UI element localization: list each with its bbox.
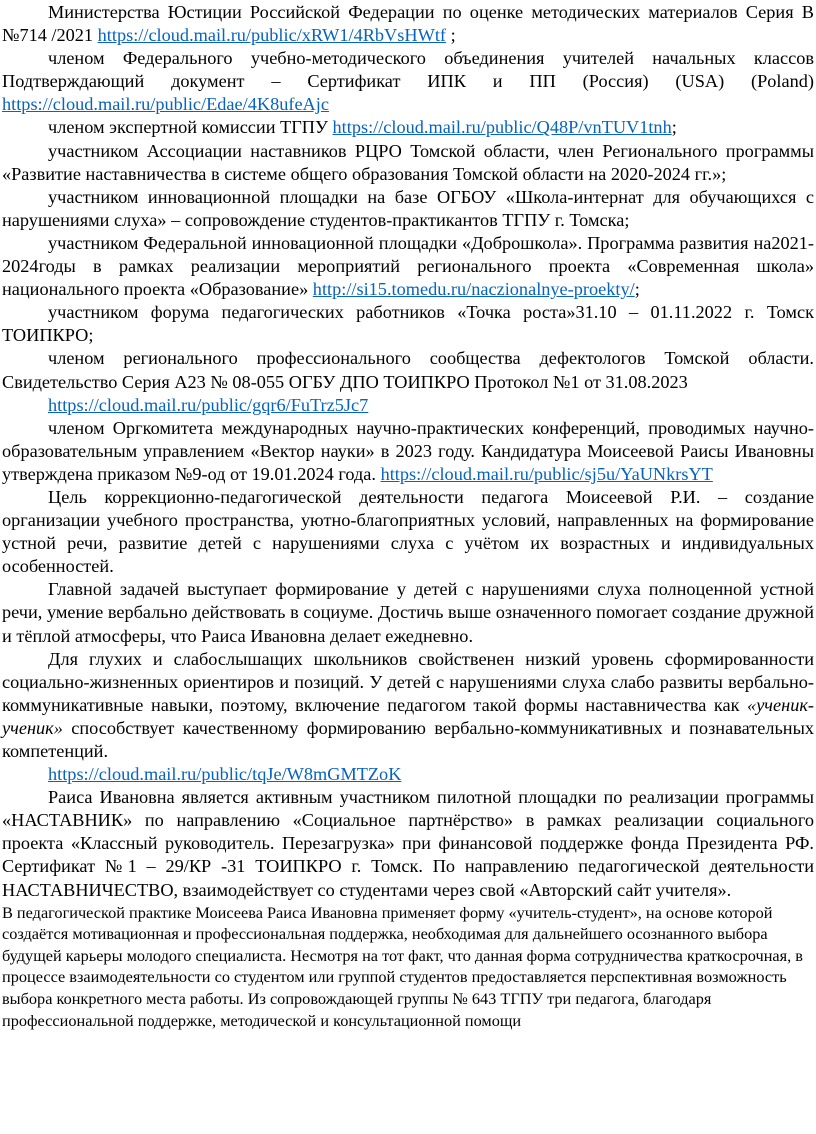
link-cloud-tgpu[interactable]: https://cloud.mail.ru/public/Q48P/vnTUV1tnh: [332, 117, 672, 138]
paragraph-link-line: [2, 763, 814, 786]
paragraph-text: ;: [446, 25, 456, 46]
paragraph-text: ;: [634, 279, 640, 300]
paragraph-mentor-association: участником Ассоциации наставников РЦРО Томской области, член Регионального программы «Развитие наставничества в системе общего образования Томской области на 2020-2024 гг.»;: [2, 140, 814, 184]
paragraph-federal-association: [2, 47, 814, 116]
paragraph-defectologists: членом регионального профессионального сообщества дефектологов Томской области. Свидетельство Серия А23 № 08-055 ОГБУ ДПО ТОИПКРО Протокол №1 от 31.08.2023: [2, 348, 814, 392]
paragraph-innovation-site: участником инновационной площадки на базе ОГБОУ «Школа-интернат для обучающихся с нарушениями слуха» – сопровождение студентов-практикантов ТГПУ г. Томска;: [2, 186, 814, 230]
paragraph-goal: Цель коррекционно-педагогической деятельности педагога Моисеевой Р.И. – создание организации учебного пространства, уютно-благоприятных условий, направленных на формирование устной речи, развитие детей с нарушениями слуха с учётом их возрастных и индивидуальных особенностей.: [2, 486, 814, 577]
paragraph-teacher-student: В педагогической практике Моисеева Раиса Ивановна применяет форму «учитель-студент», на основе которой создаётся мотивационная и профессиональная поддержка, необходимая для дальнейшего осознанного выбора будущей карьеры молодого специалиста. Несмотря на тот факт, что данная форма сотрудничества краткосрочная, в процессе взаимодеятельности со студентом или группой студентов предоставляется перспективная возможность выбора конкретного места работы. Из сопровождающей группы № 643 ТГПУ три педагога, благодаря профессиональной поддержке, методической и консультационной помощи: [2, 902, 803, 1030]
paragraph-org-committee: [2, 417, 814, 486]
paragraph-text: Министерства Юстиции Российской Федерации по оценке методических материалов Серия В №714 /2021: [2, 2, 814, 46]
link-cloud-certificate[interactable]: https://cloud.mail.ru/public/Edae/4K8ufeAjc: [2, 94, 329, 115]
paragraph-link-line: [2, 394, 814, 417]
paragraph-dobroshkola: [2, 232, 814, 301]
paragraph-text: членом экспертной комиссии ТГПУ: [48, 117, 333, 138]
paragraph-deaf-students: [2, 648, 814, 763]
paragraph-main-task: Главной задачей выступает формирование у детей с нарушениями слуха полноценной устной речи, умение вербально действовать в социуме. Достичь выше означенного помогает создание дружной и тёплой атмосферы, что Раиса Ивановна делает ежедневно.: [2, 579, 814, 646]
link-cloud-mentoring[interactable]: https://cloud.mail.ru/public/tqJe/W8mGMTZoK: [48, 764, 402, 785]
paragraph-expert-commission: [2, 116, 814, 139]
paragraph-italic-term: «ученик-ученик»: [2, 694, 814, 738]
paragraph-text: Для глухих и слабослышащих школьников свойственен низкий уровень сформированности социально-жизненных ориентиров и позиций. У детей с нарушениями слуха слабо развиты вербально-коммуникативные навыки, поэтому, включение педагогом такой формы наставничества как: [2, 648, 814, 715]
paragraph-text: участником Федеральной инновационной площадки «Доброшкола». Программа развития на2021-2024годы в рамках реализации мероприятий регионального проекта «Современная школа» национального проекта «Образование»: [2, 232, 814, 300]
link-si15-projects[interactable]: http://si15.tomedu.ru/naczionalnye-proekty/: [312, 279, 635, 300]
link-cloud-ministry[interactable]: https://cloud.mail.ru/public/xRW1/4RbVsHWtf: [97, 25, 446, 46]
paragraph-text: членом Оргкомитета международных научно-практических конференций, проводимых научно-образовательным управлением «Вектор науки» в 2023 году. Кандидатура Моисеевой Раисы Ивановны утверждена приказом №9-од от 19.01.2024 года.: [2, 417, 814, 484]
paragraph-pilot-site: Раиса Ивановна является активным участником пилотной площадки по реализации программы «НАСТАВНИК» по направлению «Социальное партнёрство» в рамках реализации социального проекта «Классный руководитель. Перезагрузка» при финансовой поддержке фонда Президента РФ. Сертификат №1 – 29/КР -31 ТОИПКРО г. Томск. По направлению педагогической деятельности НАСТАВНИЧЕСТВО, взаимодействует со студентами через свой «Авторский сайт учителя».: [2, 787, 814, 900]
paragraph-text: способствует качественному формированию вербально-коммуникативных и познавательных компетенций.: [2, 717, 814, 761]
paragraph-text: членом Федерального учебно-методического объединения учителей начальных классов Подтверждающий документ – Сертификат ИПК и ПП (Россия) (USA) (Poland): [2, 48, 814, 92]
paragraph-text: ;: [671, 117, 677, 138]
paragraph-ministry-expert: [2, 1, 814, 47]
link-cloud-order[interactable]: https://cloud.mail.ru/public/sj5u/YaUNkrsYT: [380, 463, 713, 484]
link-cloud-defectologists[interactable]: https://cloud.mail.ru/public/gqr6/FuTrz5Jc7: [48, 394, 369, 415]
paragraph-growth-forum: участником форума педагогических работников «Точка роста»31.10 – 01.11.2022 г. Томск ТОИПКРО;: [2, 302, 814, 346]
